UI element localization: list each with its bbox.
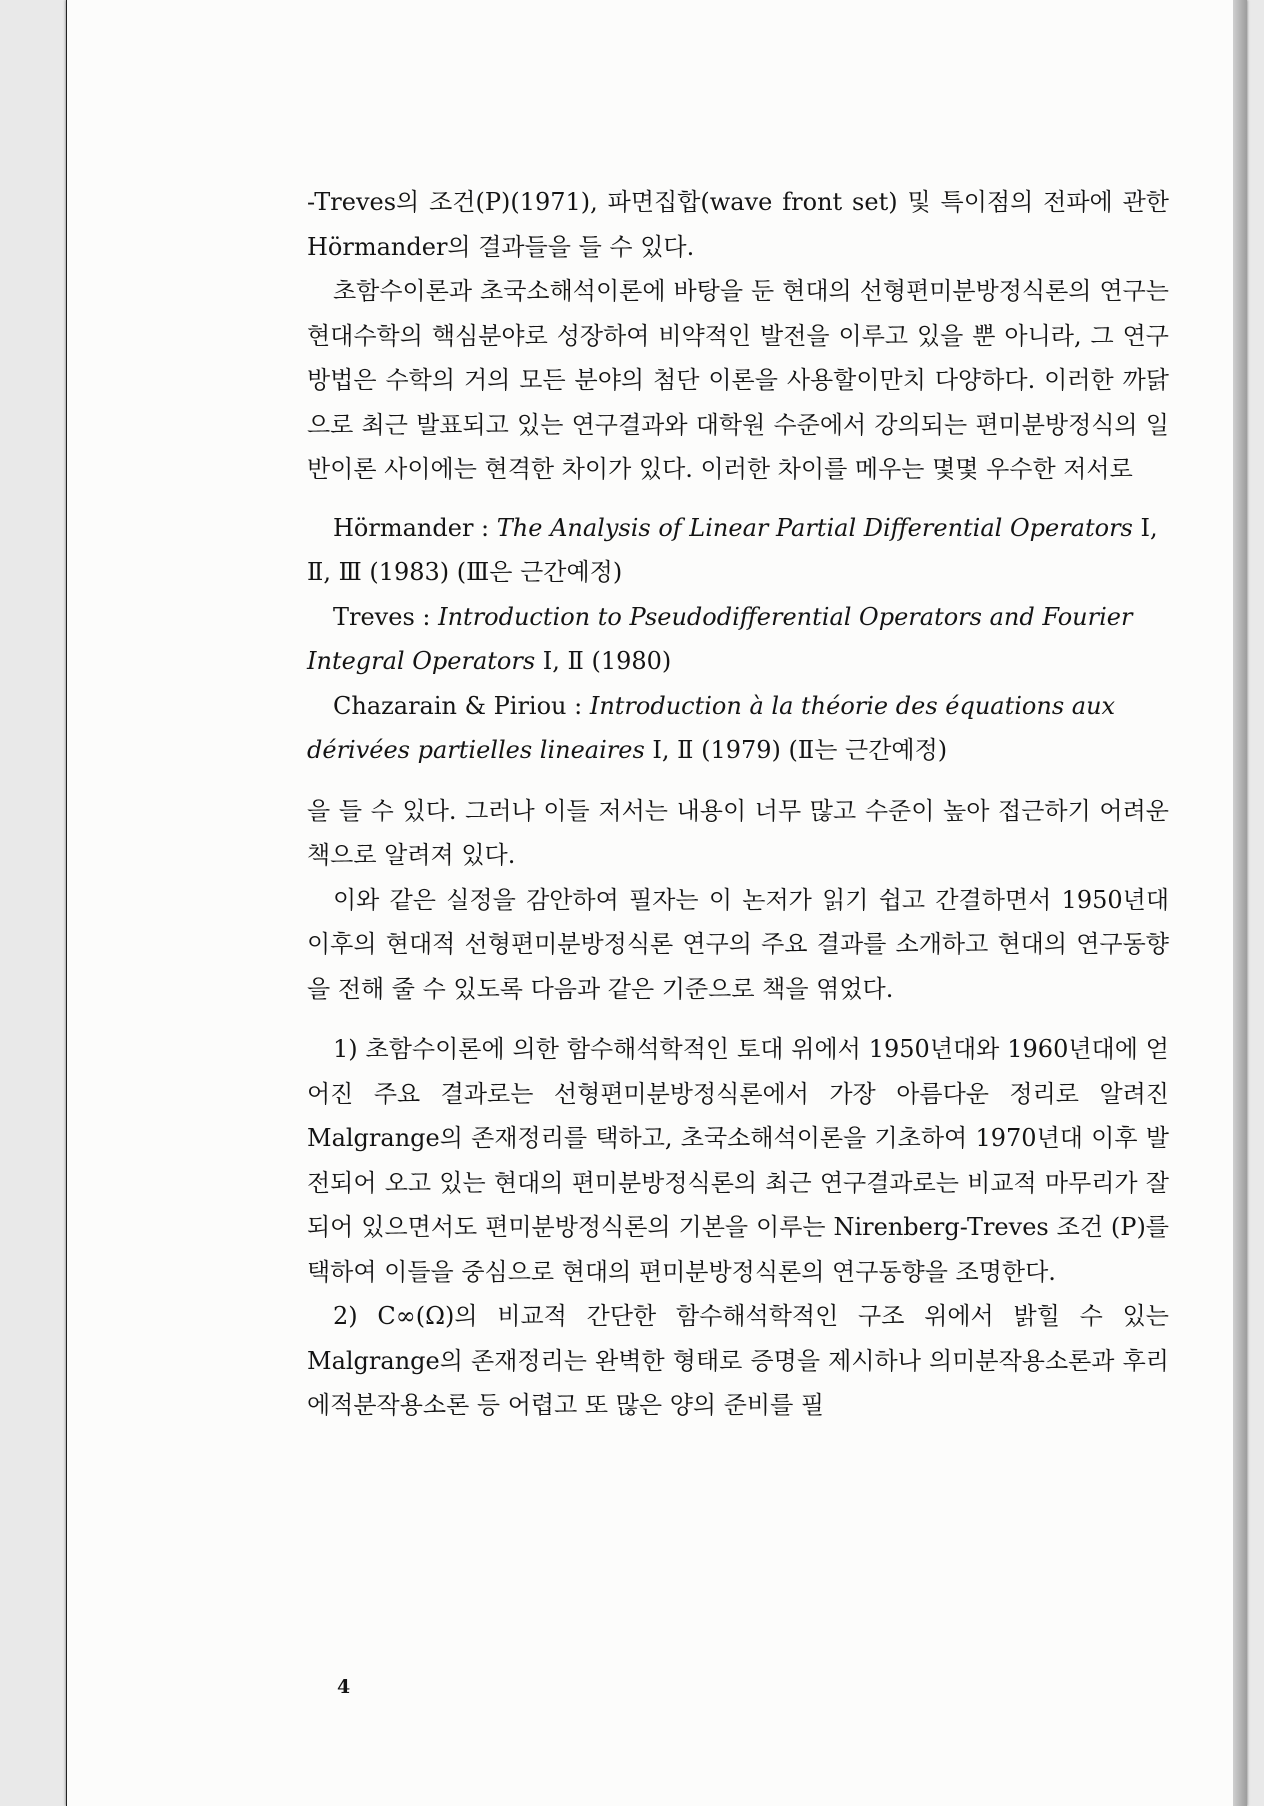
reference-author: Hörmander : (333, 513, 497, 542)
paragraph-3: 을 들 수 있다. 그러나 이들 저서는 내용이 너무 많고 수준이 높아 접근하기 어려운 책으로 알려져 있다. (307, 796, 1169, 869)
paragraph-gap (307, 1011, 1169, 1027)
reference-item (307, 684, 1169, 773)
reference-author: Chazarain & Piriou : (333, 691, 590, 720)
reference-title: Introduction to Pseudodifferential Operators and Fourier Integral Operators (307, 602, 1133, 675)
criterion-1: 1) 초함수이론에 의한 함수해석학적인 토대 위에서 1950년대와 1960년대에 얻어진 주요 결과로는 선형편미분방정식론에서 가장 아름다운 정리로 알려진 Malgrange의 존재정리를 택하고, 초국소해석이론을 기초하여 1970년대 이후 발전되어 오고 있는 현대의 편미분방정식론의 최근 연구결과로는 비교적 마무리가 잘 되어 있으면서도 편미분방정식론의 기본을 이루는 Nirenberg-Treves 조건 (P)를 택하여 이들을 중심으로 현대의 편미분방정식론의 연구동향을 조명한다. (307, 1035, 1169, 1286)
reference-title: Introduction à la théorie des équations aux dérivées partielles lineaires (307, 691, 1116, 764)
page-body (307, 180, 1169, 1428)
reference-detail: Ⅰ, Ⅱ, Ⅲ (1983) (Ⅲ은 근간예정) (307, 513, 1158, 586)
paragraph-2: 초함수이론과 초국소해석이론에 바탕을 둔 현대의 선형편미분방정식론의 연구는 현대수학의 핵심분야로 성장하여 비약적인 발전을 이루고 있을 뿐 아니라, 그 연구 방법은 수학의 거의 모든 분야의 첨단 이론을 사용할이만치 다양하다. 이러한 까닭으로 최근 발표되고 있는 연구결과와 대학원 수준에서 강의되는 편미분방정식의 일반이론 사이에는 현격한 차이가 있다. 이러한 차이를 메우는 몇몇 우수한 저서로 (307, 277, 1169, 483)
reference-title: The Analysis of Linear Partial Differential Operators (496, 513, 1133, 542)
reference-item (307, 595, 1169, 684)
page-number: 4 (337, 1676, 351, 1698)
paragraph-1: -Treves의 조건(P)(1971), 파면집합(wave front set) 및 특이점의 전파에 관한 Hörmander의 결과들을 들 수 있다. (307, 188, 1169, 261)
reference-list (307, 506, 1169, 773)
reference-detail: Ⅰ, Ⅱ (1979) (Ⅱ는 근간예정) (644, 736, 948, 764)
paragraph-4: 이와 같은 실정을 감안하여 필자는 이 논저가 읽기 쉽고 간결하면서 1950년대 이후의 현대적 선형편미분방정식론 연구의 주요 결과를 소개하고 현대의 연구동향을 전해 줄 수 있도록 다음과 같은 기준으로 책을 엮었다. (307, 885, 1169, 1003)
reference-item (307, 506, 1169, 595)
reference-detail: Ⅰ, Ⅱ (1980) (535, 647, 672, 675)
criterion-2: 2) C∞(Ω)의 비교적 간단한 함수해석학적인 구조 위에서 밝힐 수 있는 Malgrange의 존재정리는 완벽한 형태로 증명을 제시하나 의미분작용소론과 후리에적분작용소론 등 어렵고 또 많은 양의 준비를 필 (307, 1302, 1169, 1419)
reference-author: Treves : (333, 602, 439, 631)
page-edge (1233, 0, 1247, 1806)
book-page (66, 0, 1247, 1806)
